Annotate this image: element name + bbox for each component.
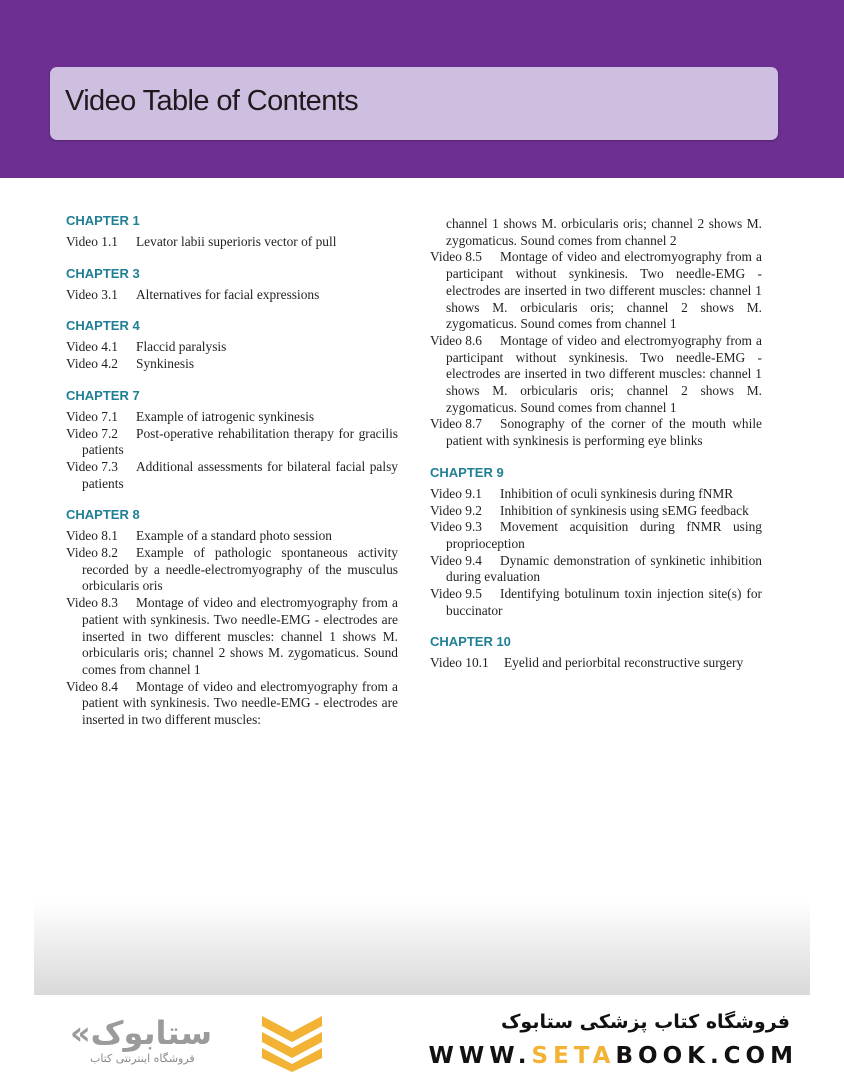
video-number: Video 8.5 bbox=[430, 249, 483, 265]
video-title: Eyelid and periorbital reconstructive surgery bbox=[504, 655, 744, 671]
video-title: Flaccid paralysis bbox=[136, 339, 227, 355]
video-entry[interactable] bbox=[66, 234, 398, 251]
video-title: Post-operative rehabilitation therapy for gracilis patients bbox=[82, 425, 398, 458]
continued-entry-text: channel 1 shows M. orbicularis oris; channel 2 shows M. zygomaticus. Sound comes from channel 2 bbox=[446, 216, 762, 248]
video-title: Inhibition of oculi synkinesis during fNMR bbox=[500, 485, 734, 501]
video-title: Inhibition of synkinesis using sEMG feedback bbox=[500, 502, 749, 518]
video-number: Video 4.2 bbox=[66, 356, 119, 372]
video-title: Identifying botulinum toxin injection site(s) for buccinator bbox=[446, 586, 762, 618]
video-entry[interactable] bbox=[66, 595, 398, 679]
video-entry[interactable] bbox=[66, 545, 398, 595]
video-entry[interactable] bbox=[430, 519, 762, 552]
video-number: Video 9.5 bbox=[430, 586, 483, 602]
video-entry[interactable] bbox=[430, 553, 762, 586]
logo-subtitle: فروشگاه اینترنتی کتاب bbox=[90, 1052, 195, 1065]
url-accent: SETA bbox=[531, 1043, 616, 1069]
book-chevron-icon bbox=[256, 1012, 328, 1072]
video-title: Movement acquisition during fNMR using proprioception bbox=[446, 519, 762, 551]
page-shadow bbox=[34, 900, 810, 995]
video-number: Video 8.7 bbox=[430, 416, 483, 432]
video-entry[interactable] bbox=[430, 249, 762, 333]
video-title: Montage of video and electromyography from a patient with synkinesis. Two needle-EMG - electrodes are inserted in two different muscles: bbox=[82, 678, 398, 728]
video-entry[interactable] bbox=[66, 426, 398, 459]
chapter-heading: CHAPTER 4 bbox=[66, 318, 140, 334]
video-number: Video 9.3 bbox=[430, 519, 483, 535]
chapter-heading: CHAPTER 7 bbox=[66, 387, 140, 403]
video-entry[interactable] bbox=[430, 333, 762, 417]
video-title: Sonography of the corner of the mouth while patient with synkinesis is performing eye blinks bbox=[446, 416, 762, 449]
video-number: Video 7.1 bbox=[66, 408, 119, 424]
video-title: Additional assessments for bilateral facial palsy patients bbox=[82, 458, 398, 491]
video-number: Video 9.1 bbox=[430, 485, 483, 501]
video-number: Video 7.2 bbox=[66, 425, 119, 441]
video-entry[interactable] bbox=[66, 459, 398, 492]
video-number: Video 9.4 bbox=[430, 552, 483, 568]
chapter-heading: CHAPTER 10 bbox=[430, 634, 511, 650]
video-title: Montage of video and electromyography from a participant without synkinesis. Two needle-EMG - electrodes are inserted in two different muscles: channel 1 shows M. orbicularis oris; channel 2 shows M. zygomaticus. Sound comes from channel 1 bbox=[446, 249, 762, 332]
video-entry[interactable] bbox=[66, 409, 398, 426]
video-entry[interactable] bbox=[430, 416, 762, 449]
url-suffix: BOOK.COM bbox=[615, 1043, 798, 1069]
logo-text: ستابوک bbox=[90, 1014, 213, 1052]
video-entry[interactable] bbox=[66, 528, 398, 545]
video-number: Video 10.1 bbox=[430, 655, 489, 671]
video-title: Example of a standard photo session bbox=[136, 528, 332, 544]
video-title: Example of iatrogenic synkinesis bbox=[136, 408, 315, 424]
video-entry[interactable] bbox=[66, 679, 398, 729]
logo-wordmark bbox=[70, 1014, 212, 1052]
video-number: Video 1.1 bbox=[66, 234, 119, 249]
video-title: Montage of video and electromyography from a participant without synkinesis. Two needle-EMG - electrodes are inserted in two different muscles: channel 1 shows M. orbicularis oris; channel 2 shows M. zygomaticus. Sound comes from channel 1 bbox=[446, 332, 762, 415]
header-banner bbox=[0, 0, 844, 178]
chapter-heading: CHAPTER 1 bbox=[66, 213, 140, 228]
logo-arrows-icon: « bbox=[70, 1014, 91, 1052]
video-title: Example of pathologic spontaneous activity recorded by a needle-electromyography of the musculus orbicularis oris bbox=[82, 545, 398, 594]
video-number: Video 3.1 bbox=[66, 286, 119, 302]
video-entry[interactable] bbox=[430, 586, 762, 619]
chapter-heading: CHAPTER 3 bbox=[66, 265, 140, 281]
video-number: Video 8.6 bbox=[430, 332, 483, 348]
video-entry[interactable] bbox=[430, 655, 762, 672]
video-number: Video 8.2 bbox=[66, 545, 119, 561]
video-entry[interactable] bbox=[66, 287, 398, 304]
left-column bbox=[66, 213, 398, 729]
page-title: Video Table of Contents bbox=[65, 85, 359, 117]
video-entry[interactable] bbox=[430, 486, 762, 503]
title-box bbox=[50, 67, 778, 140]
video-title: Montage of video and electromyography from a patient with synkinesis. Two needle-EMG - electrodes are inserted in two different muscles: channel 1 shows M. orbicularis oris; channel 2 shows M. zygomaticus. Sound comes from channel 1 bbox=[82, 595, 398, 677]
video-title: Synkinesis bbox=[136, 356, 195, 372]
video-title: Alternatives for facial expressions bbox=[136, 286, 320, 302]
video-entry[interactable] bbox=[66, 339, 398, 356]
video-number: Video 4.1 bbox=[66, 339, 119, 355]
shop-name: فروشگاه کتاب پزشکی ستابوک bbox=[500, 1011, 790, 1033]
video-entry[interactable] bbox=[66, 356, 398, 373]
store-logo[interactable] bbox=[70, 1010, 330, 1072]
chapter-heading: CHAPTER 8 bbox=[66, 507, 140, 523]
footer bbox=[0, 995, 844, 1080]
video-number: Video 9.2 bbox=[430, 502, 483, 518]
video-title: Levator labii superioris vector of pull bbox=[136, 234, 337, 249]
video-number: Video 8.4 bbox=[66, 678, 119, 694]
video-entry[interactable] bbox=[430, 503, 762, 520]
chapter-heading: CHAPTER 9 bbox=[430, 464, 504, 480]
video-title: Dynamic demonstration of synkinetic inhibition during evaluation bbox=[446, 552, 762, 585]
url-prefix: WWW. bbox=[428, 1043, 532, 1069]
video-number: Video 7.3 bbox=[66, 458, 119, 474]
right-column bbox=[430, 216, 762, 672]
website-url[interactable] bbox=[429, 1043, 798, 1069]
video-number: Video 8.3 bbox=[66, 595, 119, 611]
video-number: Video 8.1 bbox=[66, 528, 119, 544]
